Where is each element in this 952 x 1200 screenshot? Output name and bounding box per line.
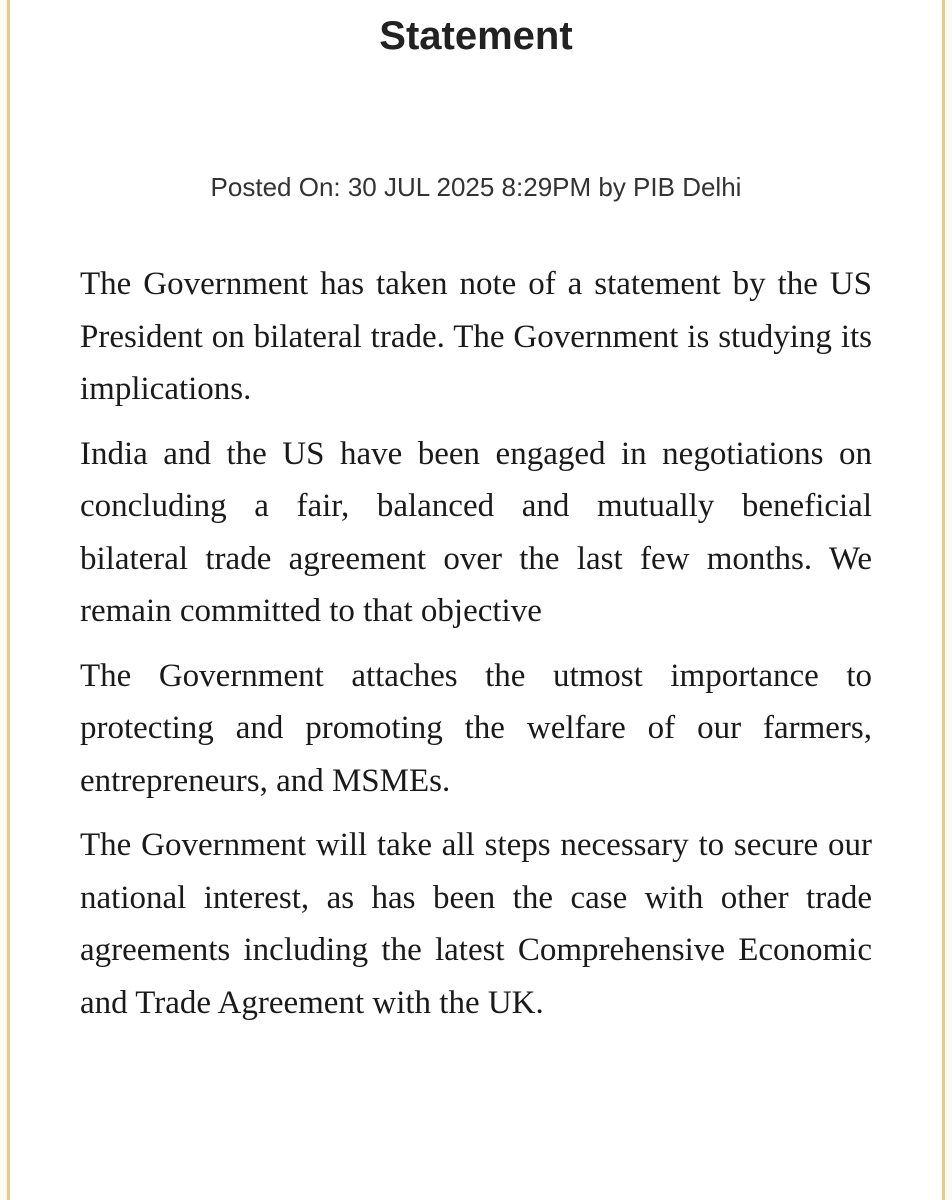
- posted-on-line: Posted On: 30 JUL 2025 8:29PM by PIB Delhi: [210, 172, 742, 202]
- statement-body: [80, 258, 872, 1041]
- page-title: Statement: [379, 14, 573, 58]
- paragraph-4: The Government will take all steps necessary to secure our national interest, as has been the case with other trade agreements including the latest Comprehensive Economic and Trade Agreement with the UK.: [80, 827, 872, 1021]
- paragraph-3: The Government attaches the utmost importance to protecting and promoting the welfare of our farmers, entrepreneurs, and MSMEs.: [80, 657, 872, 799]
- paragraph-1: The Government has taken note of a statement by the US President on bilateral trade. The Government is studying its implications.: [80, 266, 872, 407]
- paragraph-2: India and the US have been engaged in negotiations on concluding a fair, balanced and mutually beneficial bilateral trade agreement over the last few months. We remain committed to that objective: [80, 435, 872, 629]
